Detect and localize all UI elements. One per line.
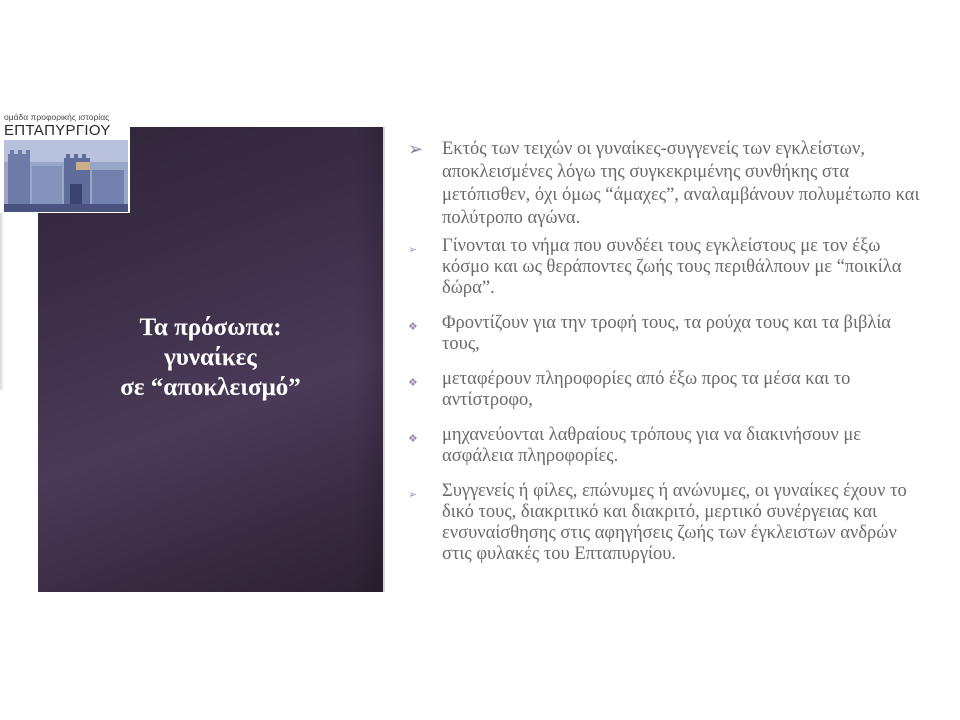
slide-title-line-1: Τα πρόσωπα: <box>139 314 282 341</box>
list-item-text: Φροντίζουν για την τροφή τους, τα ρούχα τους και τα βιβλία τους, <box>442 313 891 354</box>
list-item-text: Συγγενείς ή φίλες, επώνυμες ή ανώνυμες, οι γυναίκες έχουν το δικό τους, διακριτικό και διακριτό, μερτικό συνέργειας και ενσυναίσθησης στις αφηγήσεις ζωής των έγκλειστων ανδρών στις φυλακές του Επταπυργίου. <box>442 481 907 564</box>
list-item-text: Γίνονται το νήμα που συνδέει τους εγκλείστους με τον έξω κόσμο και ως θεράποντες ζωής τους περιθάλπουν με “ποικίλα δώρα”. <box>442 236 902 298</box>
diamond-bullet-icon: ❖ <box>408 321 418 333</box>
list-item <box>408 369 928 411</box>
diamond-bullet-icon: ❖ <box>408 377 418 389</box>
list-item <box>408 481 928 565</box>
logo-name: ΕΠΤΑΠΥΡΓΙΟΥ <box>4 122 111 139</box>
diamond-bullet-icon: ❖ <box>408 433 418 445</box>
slide-title-line-2: γυναίκες <box>164 344 257 371</box>
list-item <box>408 236 928 299</box>
list-item <box>408 425 928 467</box>
slide-title-line-3: σε “αποκλεισμό” <box>120 374 301 401</box>
list-item <box>408 138 928 230</box>
list-item <box>408 313 928 355</box>
logo <box>0 108 130 213</box>
list-item-text: μεταφέρουν πληροφορίες από έξω προς τα μέσα και το αντίστροφο, <box>442 369 851 410</box>
fortress-photo-icon <box>4 140 128 212</box>
arrow-bullet-icon: ➢ <box>408 244 418 256</box>
arrow-bullet-icon: ➢ <box>408 139 424 159</box>
bullet-list <box>408 138 928 565</box>
logo-caption: ομάδα προφορικής ιστορίας <box>4 112 110 122</box>
list-item-text: μηχανεύονται λαθραίους τρόπους για να διακινήσουν με ασφάλεια πληροφορίες. <box>442 425 862 466</box>
slide-title <box>38 313 383 403</box>
list-item-text: Εκτός των τειχών οι γυναίκες-συγγενείς των εγκλείστων, αποκλεισμένες λόγω της συγκεκριμένης συνθήκης στα μετόπισθεν, όχι όμως “άμαχες”, αναλαμβάνουν πολυμέτωπο και πολύτροπο αγώνα. <box>442 139 920 228</box>
panel-divider <box>383 127 385 592</box>
arrow-bullet-icon: ➢ <box>408 489 418 501</box>
